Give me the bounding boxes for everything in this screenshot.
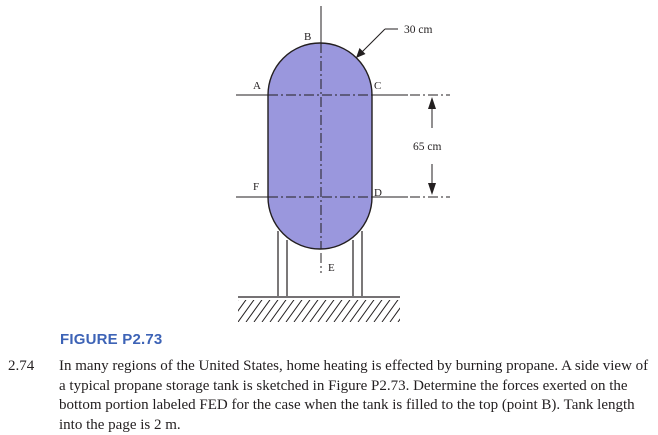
hatch-line	[342, 297, 360, 322]
hatch-line	[382, 297, 400, 322]
hatch-line	[222, 297, 240, 322]
hatch-line	[302, 297, 320, 322]
hatch-line	[286, 297, 304, 322]
hatch-line	[230, 297, 248, 322]
tank-body	[268, 43, 372, 249]
figure-caption: FIGURE P2.73	[60, 331, 163, 348]
hatch-line	[366, 297, 384, 322]
radius-leader-arrow	[356, 29, 398, 58]
label-e: E	[328, 262, 335, 274]
hatch-line	[254, 297, 272, 322]
problem-number: 2.74	[8, 358, 35, 374]
label-d: D	[374, 187, 382, 199]
label-a: A	[253, 80, 261, 92]
hatch-line	[246, 297, 264, 322]
radius-dimension-label: 30 cm	[404, 24, 433, 36]
hatch-line	[262, 297, 280, 322]
hatch-line	[294, 297, 312, 322]
hatch-line	[318, 297, 336, 322]
hatch-line	[374, 297, 392, 322]
label-f: F	[253, 181, 260, 193]
hatch-line	[278, 297, 296, 322]
label-c: C	[374, 80, 382, 92]
ground-hatching	[222, 297, 416, 322]
hatch-line	[310, 297, 328, 322]
hatch-line	[350, 297, 368, 322]
hatch-line	[238, 297, 256, 322]
height-dimension-label: 65 cm	[413, 141, 442, 153]
hatch-line	[398, 297, 416, 322]
hatch-line	[326, 297, 344, 322]
hatch-line	[270, 297, 288, 322]
hatch-line	[390, 297, 408, 322]
problem-text: In many regions of the United States, home heating is effected by burning propane. A side view of a typical propane storage tank is sketched in Figure P2.73. Determine the forces exerted on the bottom portion labeled FED for the case when the tank is filled to the top (point B). Tank length into the page is 2 m.	[59, 358, 649, 433]
hatch-line	[358, 297, 376, 322]
hatch-line	[334, 297, 352, 322]
label-b: B	[304, 31, 312, 43]
